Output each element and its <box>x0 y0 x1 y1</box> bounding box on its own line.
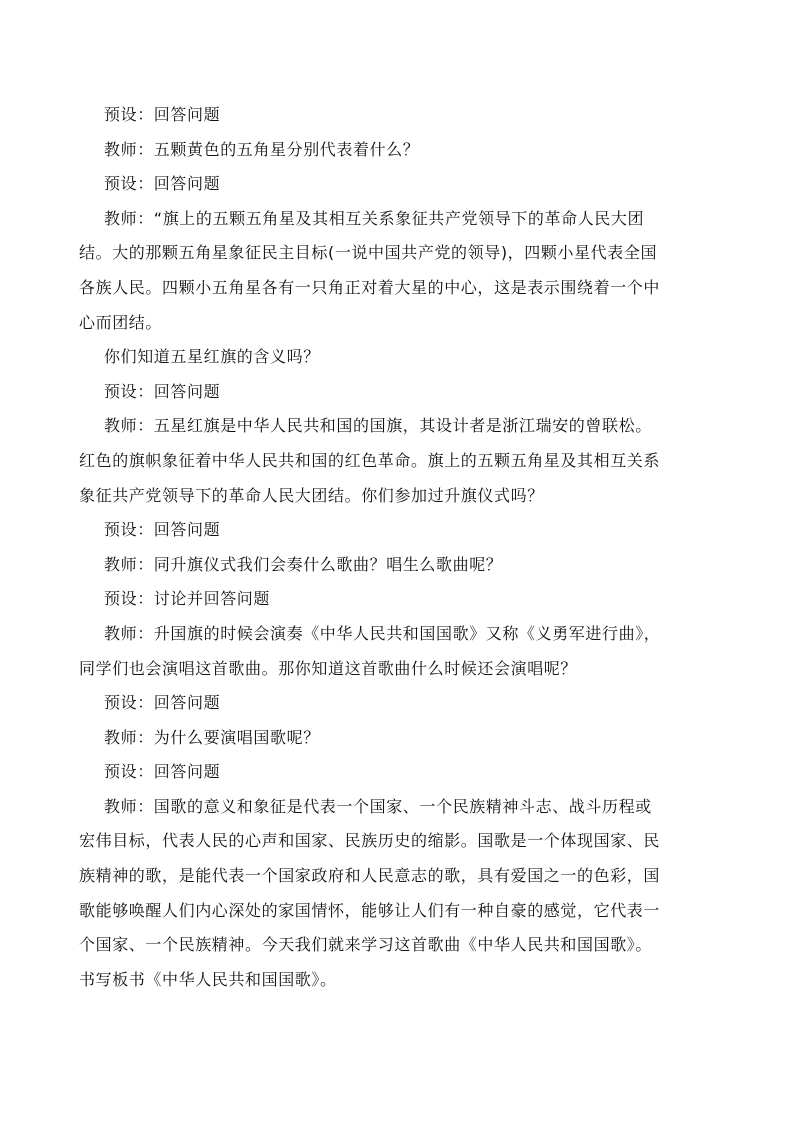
paragraph-15 <box>79 790 744 998</box>
text-line: 预设：回答问题 <box>104 105 221 124</box>
paragraph-8 <box>104 513 744 548</box>
paragraph-2 <box>104 133 744 168</box>
text-line: 预设：回答问题 <box>104 174 221 194</box>
text-line: 预设：回答问题 <box>104 381 221 401</box>
text-line: 预设：回答问题 <box>104 520 221 540</box>
paragraph-4 <box>79 202 744 340</box>
paragraph-9 <box>104 548 744 583</box>
text-line: 预设：回答问题 <box>104 693 221 713</box>
text-line: 心而团结。 <box>79 312 163 332</box>
paragraph-14 <box>104 755 744 790</box>
text-line: 书写板书《中华人民共和国国歌》。 <box>79 969 337 989</box>
paragraph-10 <box>104 582 744 617</box>
text-line: 象征共产党领导下的革命人民大团结。你们参加过升旗仪式吗？ <box>79 485 544 505</box>
text-line: 教师：同升旗仪式我们会奏什么歌曲？唱生么歌曲呢？ <box>104 554 503 574</box>
text-line: 教师：“旗上的五颗五角星及其相互关系象征共产党领导下的革命人民大团 <box>104 208 645 228</box>
paragraph-1 <box>104 98 744 133</box>
text-line: 你们知道五星红旗的含义吗？ <box>104 347 320 367</box>
text-line: 族精神的歌，是能代表一个国家政府和人民意志的歌，具有爱国之一的色彩，国 <box>79 866 661 886</box>
paragraph-7 <box>79 409 744 513</box>
text-line: 预设：回答问题 <box>104 762 221 782</box>
text-line: 教师：五星红旗是中华人民共和国的国旗，其设计者是浙江瑞安的曾联松。 <box>104 416 652 436</box>
text-line: 教师：为什么要演唱国歌呢？ <box>104 727 320 747</box>
text-line: 红色的旗帜象征着中华人民共和国的红色革命。旗上的五颗五角星及其相互关系 <box>79 450 661 470</box>
text-line: 教师：升国旗的时候会演奏《中华人民共和国国歌》又称《义勇军进行曲》， <box>104 623 661 643</box>
text-line: 预设：讨论并回答问题 <box>104 589 271 609</box>
text-line: 教师：国歌的意义和象征是代表一个国家、一个民族精神斗志、战斗历程或 <box>104 796 652 816</box>
paragraph-6 <box>104 375 744 410</box>
document-body <box>79 98 744 997</box>
paragraph-11 <box>79 617 744 686</box>
paragraph-13 <box>104 721 744 756</box>
text-line: 同学们也会演唱这首歌曲。那你知道这首歌曲什么时候还会演唱呢？ <box>79 658 578 678</box>
text-line: 个国家、一个民族精神。今天我们就来学习这首歌曲《中华人民共和国国歌》。 <box>79 935 653 955</box>
text-line: 结。大的那颗五角星象征民主目标(一说中国共产党的领导)，四颗小星代表全国 <box>79 243 658 263</box>
text-line: 各族人民。四颗小五角星各有一只角正对着大星的中心，这是表示围绕着一个中 <box>79 277 661 297</box>
paragraph-12 <box>104 686 744 721</box>
text-line: 歌能够唤醒人们内心深处的家国情怀，能够让人们有一种自豪的感觉，它代表一 <box>79 900 661 920</box>
text-line: 宏伟目标，代表人民的心声和国家、民族历史的缩影。国歌是一个体现国家、民 <box>79 831 661 851</box>
text-line: 教师：五颗黄色的五角星分别代表着什么？ <box>104 139 420 159</box>
paragraph-5 <box>104 340 744 375</box>
paragraph-3 <box>104 167 744 202</box>
